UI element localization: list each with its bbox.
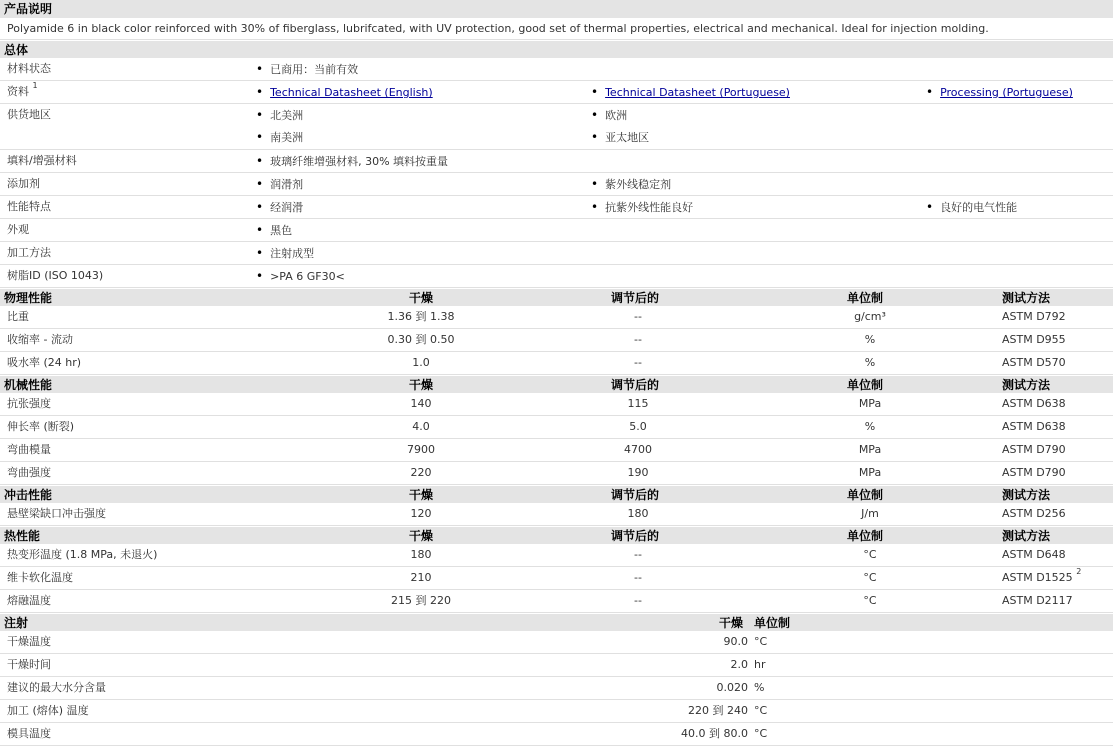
column-conditioned-header: 调节后的	[611, 291, 660, 305]
conditioned-value: --	[634, 310, 642, 323]
conditioned-value: --	[634, 356, 642, 369]
section-title: 机械性能	[4, 378, 53, 392]
dry-value: 4.0	[412, 420, 430, 433]
row-label: 供货地区	[7, 108, 51, 121]
test-method: ASTM D790	[1002, 443, 1066, 456]
property-name: 悬壁梁缺口冲击强度	[7, 507, 106, 520]
dry-value: 0.30 到 0.50	[387, 333, 455, 346]
section-description-header	[0, 0, 1113, 18]
dry-value: 120	[410, 507, 432, 520]
section-title: 冲击性能	[4, 488, 53, 502]
unit-value: °C	[863, 548, 877, 561]
row-label: 材料状态	[7, 62, 51, 75]
unit-value: °C	[754, 727, 768, 740]
unit-value: g/cm³	[854, 310, 886, 323]
test-method: ASTM D648	[1002, 548, 1066, 561]
property-name: 干燥温度	[7, 635, 51, 648]
column-conditioned-header: 调节后的	[611, 529, 660, 543]
value: 220 到 240	[688, 704, 748, 717]
test-method: ASTM D1525 $^2$	[1002, 567, 1082, 584]
section-title: 注射	[4, 616, 29, 630]
row-value: • 黑色	[256, 219, 292, 242]
overview-row-regions	[0, 104, 1113, 150]
column-dry-header: 干燥	[409, 488, 434, 502]
conditioned-value: 115	[627, 397, 649, 410]
test-method: ASTM D792	[1002, 310, 1066, 323]
property-name: 弯曲强度	[7, 466, 51, 479]
table-row	[0, 700, 1113, 723]
property-name: 伸长率 (断裂)	[7, 420, 75, 433]
additive-item: • 紫外线稳定剂	[591, 173, 671, 196]
datasheet-english-link[interactable]: Technical Datasheet (English)	[270, 86, 433, 99]
test-method: ASTM D570	[1002, 356, 1066, 369]
conditioned-value: 5.0	[629, 420, 647, 433]
table-row	[0, 393, 1113, 416]
document-item	[926, 81, 1073, 104]
table-row	[0, 654, 1113, 677]
row-value: • >PA 6 GF30<	[256, 265, 345, 288]
table-row	[0, 631, 1113, 654]
conditioned-value: --	[634, 548, 642, 561]
column-dry-header: 干燥	[409, 291, 434, 305]
conditioned-value: --	[634, 333, 642, 346]
test-method: ASTM D2117	[1002, 594, 1073, 607]
conditioned-value: --	[634, 571, 642, 584]
conditioned-value: --	[634, 594, 642, 607]
unit-value: °C	[754, 635, 768, 648]
dry-value: 1.36 到 1.38	[387, 310, 455, 323]
datasheet-portuguese-link[interactable]: Technical Datasheet (Portuguese)	[605, 86, 790, 99]
test-method: ASTM D638	[1002, 397, 1066, 410]
row-label: 加工方法	[7, 246, 51, 259]
region-item: • 亚太地区	[591, 126, 649, 149]
conditioned-value: 180	[627, 507, 649, 520]
processing-portuguese-link[interactable]: Processing (Portuguese)	[940, 86, 1073, 99]
test-method: ASTM D256	[1002, 507, 1066, 520]
dry-value: 215 到 220	[391, 594, 451, 607]
region-item: • 北美洲	[256, 104, 303, 127]
table-row	[0, 544, 1113, 567]
section-physical-header	[0, 288, 1113, 306]
footnote-marker: 2	[1076, 567, 1082, 576]
column-conditioned-header: 调节后的	[611, 488, 660, 502]
value: 40.0 到 80.0	[681, 727, 748, 740]
table-row	[0, 306, 1113, 329]
value: 2.0	[730, 658, 748, 671]
section-title: 热性能	[4, 529, 41, 543]
section-title: 总体	[4, 43, 29, 57]
unit-value: °C	[754, 704, 768, 717]
section-overview-header	[0, 40, 1113, 58]
overview-row-features	[0, 196, 1113, 219]
column-unit-header: 单位制	[847, 529, 884, 543]
unit-value: %	[864, 356, 876, 369]
table-row	[0, 352, 1113, 375]
section-thermal-header	[0, 526, 1113, 544]
column-unit-header: 单位制	[754, 616, 791, 630]
dry-value: 180	[410, 548, 432, 561]
table-row	[0, 723, 1113, 746]
unit-value: MPa	[858, 466, 882, 479]
document-item	[591, 81, 790, 104]
unit-value: %	[754, 681, 765, 694]
table-row	[0, 590, 1113, 613]
unit-value: °C	[863, 571, 877, 584]
section-title: 产品说明	[4, 2, 53, 16]
test-method: ASTM D790	[1002, 466, 1066, 479]
table-row	[0, 567, 1113, 590]
dry-value: 1.0	[412, 356, 430, 369]
feature-item: • 经润滑	[256, 196, 303, 219]
property-name: 弯曲模量	[7, 443, 51, 456]
value: 90.0	[723, 635, 748, 648]
row-label: 外观	[7, 223, 29, 236]
property-name: 维卡软化温度	[7, 571, 73, 584]
property-name: 建议的最大水分含量	[7, 681, 106, 694]
row-label: 填料/增强材料	[7, 154, 77, 167]
unit-value: J/m	[861, 507, 879, 520]
property-name: 熔融温度	[7, 594, 51, 607]
dry-value: 140	[410, 397, 432, 410]
column-method-header: 测试方法	[1002, 529, 1051, 543]
section-impact-header	[0, 485, 1113, 503]
overview-row-resin-id	[0, 265, 1113, 288]
table-row	[0, 416, 1113, 439]
row-label: 性能特点	[7, 200, 51, 213]
table-row	[0, 439, 1113, 462]
property-name: 抗张强度	[7, 397, 51, 410]
property-name: 干燥时间	[7, 658, 51, 671]
dry-value: 7900	[407, 443, 435, 456]
row-value: • 已商用：当前有效	[256, 58, 358, 81]
unit-value: °C	[863, 594, 877, 607]
table-row	[0, 677, 1113, 700]
feature-item: • 良好的电气性能	[926, 196, 1017, 219]
row-label: 树脂ID (ISO 1043)	[7, 269, 104, 282]
row-label: 添加剂	[7, 177, 40, 190]
property-name: 热变形温度 (1.8 MPa, 未退火)	[7, 548, 158, 561]
row-label: 资料 $^1$	[7, 81, 38, 98]
value: 0.020	[716, 681, 748, 694]
overview-row-additives	[0, 173, 1113, 196]
column-unit-header: 单位制	[847, 488, 884, 502]
table-row	[0, 462, 1113, 485]
overview-row-documents	[0, 81, 1113, 104]
conditioned-value: 190	[627, 466, 649, 479]
property-name: 加工 (熔体) 温度	[7, 704, 89, 717]
column-unit-header: 单位制	[847, 291, 884, 305]
overview-row-filler	[0, 150, 1113, 173]
unit-value: %	[864, 333, 876, 346]
column-method-header: 测试方法	[1002, 488, 1051, 502]
column-conditioned-header: 调节后的	[611, 378, 660, 392]
dry-value: 210	[410, 571, 432, 584]
region-item: • 南美洲	[256, 126, 303, 149]
section-mechanical-header	[0, 375, 1113, 393]
unit-value: MPa	[858, 397, 882, 410]
dry-value: 220	[410, 466, 432, 479]
column-dry-header: 干燥	[719, 616, 744, 630]
additive-item: • 润滑剂	[256, 173, 303, 196]
overview-row-status	[0, 58, 1113, 81]
unit-value: MPa	[858, 443, 882, 456]
property-name: 模具温度	[7, 727, 51, 740]
test-method: ASTM D638	[1002, 420, 1066, 433]
footnote-marker: 1	[32, 81, 38, 90]
overview-row-processing	[0, 242, 1113, 265]
column-unit-header: 单位制	[847, 378, 884, 392]
test-method: ASTM D955	[1002, 333, 1066, 346]
section-title: 物理性能	[4, 291, 53, 305]
table-row	[0, 329, 1113, 352]
section-injection-header	[0, 613, 1113, 631]
property-name: 收缩率 - 流动	[7, 333, 73, 346]
row-value: • 注射成型	[256, 242, 314, 265]
overview-row-appearance	[0, 219, 1113, 242]
unit-value: hr	[754, 658, 766, 671]
column-dry-header: 干燥	[409, 378, 434, 392]
row-value: • 玻璃纤维增强材料, 30% 填料按重量	[256, 150, 448, 173]
document-item	[256, 81, 433, 104]
column-dry-header: 干燥	[409, 529, 434, 543]
region-item: • 欧洲	[591, 104, 627, 127]
property-name: 吸水率 (24 hr)	[7, 356, 82, 369]
feature-item: • 抗紫外线性能良好	[591, 196, 693, 219]
table-row	[0, 503, 1113, 526]
column-method-header: 测试方法	[1002, 378, 1051, 392]
property-name: 比重	[7, 310, 29, 323]
column-method-header: 测试方法	[1002, 291, 1051, 305]
unit-value: %	[864, 420, 876, 433]
conditioned-value: 4700	[624, 443, 652, 456]
description-text: Polyamide 6 in black color reinforced with 30% of fiberglass, lubrifcated, with UV protection, good set of thermal properties, electrical and mechanical. Ideal for injection molding.	[0, 18, 1113, 40]
